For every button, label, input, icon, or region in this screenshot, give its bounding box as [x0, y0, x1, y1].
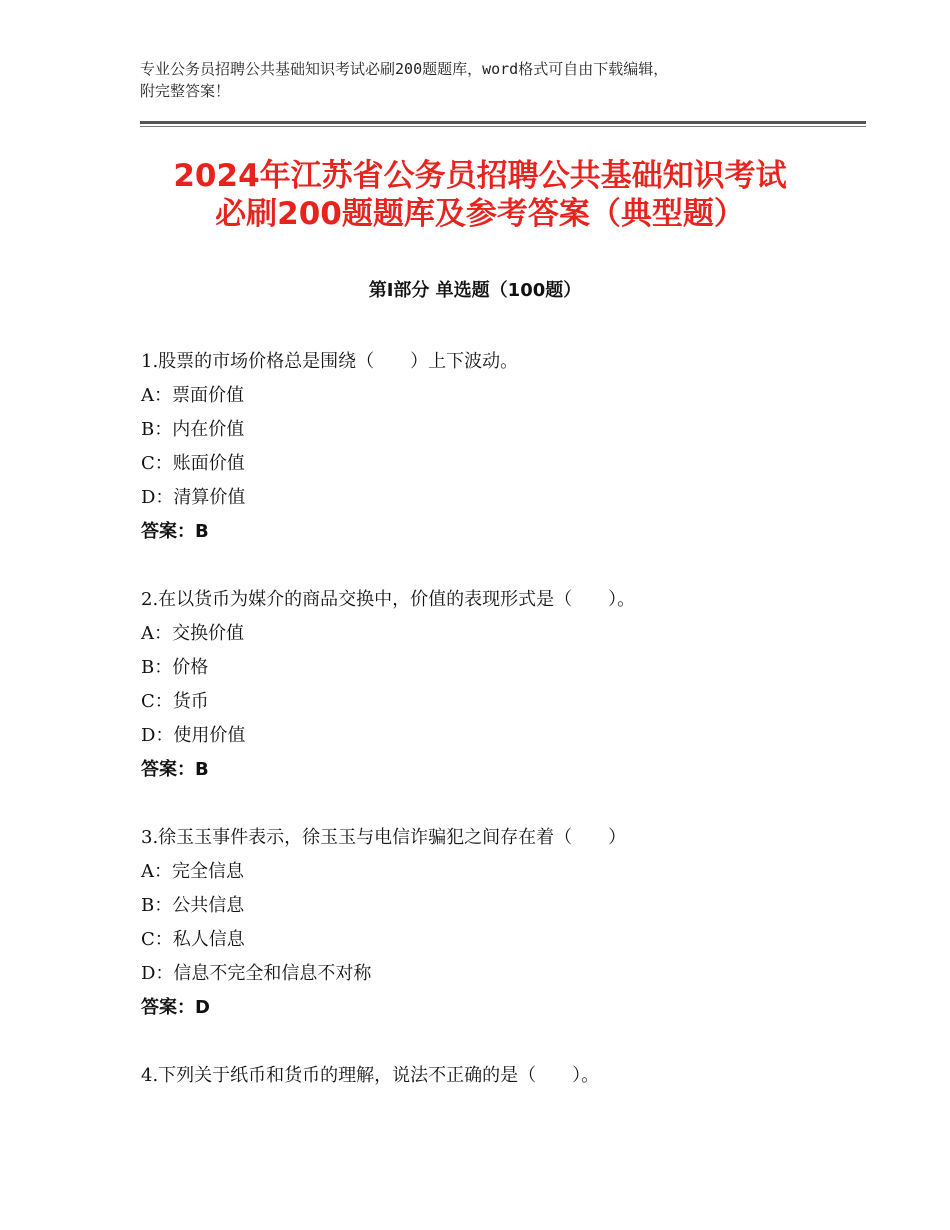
question-answer: 答案：D	[141, 997, 210, 1018]
header-note-line-2: 附完整答案！	[140, 82, 231, 100]
question-option-a: A：票面价值	[141, 385, 244, 406]
question-answer: 答案：B	[141, 521, 209, 542]
document-title-line-1: 2024年江苏省公务员招聘公共基础知识考试	[173, 158, 787, 194]
question-option-d: D：信息不完全和信息不对称	[141, 963, 372, 984]
header-divider-thin	[140, 126, 866, 127]
question-stem: 4.下列关于纸币和货币的理解，说法不正确的是（ ）。	[141, 1065, 600, 1086]
question-option-d: D：清算价值	[141, 487, 246, 508]
section-heading: 第Ⅰ部分 单选题（100题）	[368, 280, 582, 301]
question-stem: 1.股票的市场价格总是围绕（ ）上下波动。	[141, 351, 519, 372]
question-item	[141, 583, 861, 787]
question-option-a: A：交换价值	[141, 623, 244, 644]
question-stem: 2.在以货币为媒介的商品交换中，价值的表现形式是（ ）。	[141, 589, 636, 610]
question-option-a: A：完全信息	[141, 861, 244, 882]
question-list	[141, 345, 861, 1127]
question-option-c: C：账面价值	[141, 453, 245, 474]
question-option-d: D：使用价值	[141, 725, 246, 746]
question-option-b: B：内在价值	[141, 419, 245, 440]
question-answer: 答案：B	[141, 759, 209, 780]
document-title-line-2: 必刷200题题库及参考答案（典型题）	[215, 196, 745, 232]
header-note-line-1: 专业公务员招聘公共基础知识考试必刷200题题库，word格式可自由下载编辑，	[140, 60, 669, 78]
question-stem: 3.徐玉玉事件表示，徐玉玉与电信诈骗犯之间存在着（ ）	[141, 827, 627, 848]
document-title	[100, 157, 860, 233]
question-item	[141, 1059, 861, 1093]
question-option-c: C：货币	[141, 691, 209, 712]
question-option-b: B：价格	[141, 657, 209, 678]
question-item	[141, 821, 861, 1025]
header-divider-thick	[140, 121, 866, 124]
header-note	[140, 58, 820, 102]
question-option-b: B：公共信息	[141, 895, 245, 916]
question-option-c: C：私人信息	[141, 929, 245, 950]
question-item	[141, 345, 861, 549]
